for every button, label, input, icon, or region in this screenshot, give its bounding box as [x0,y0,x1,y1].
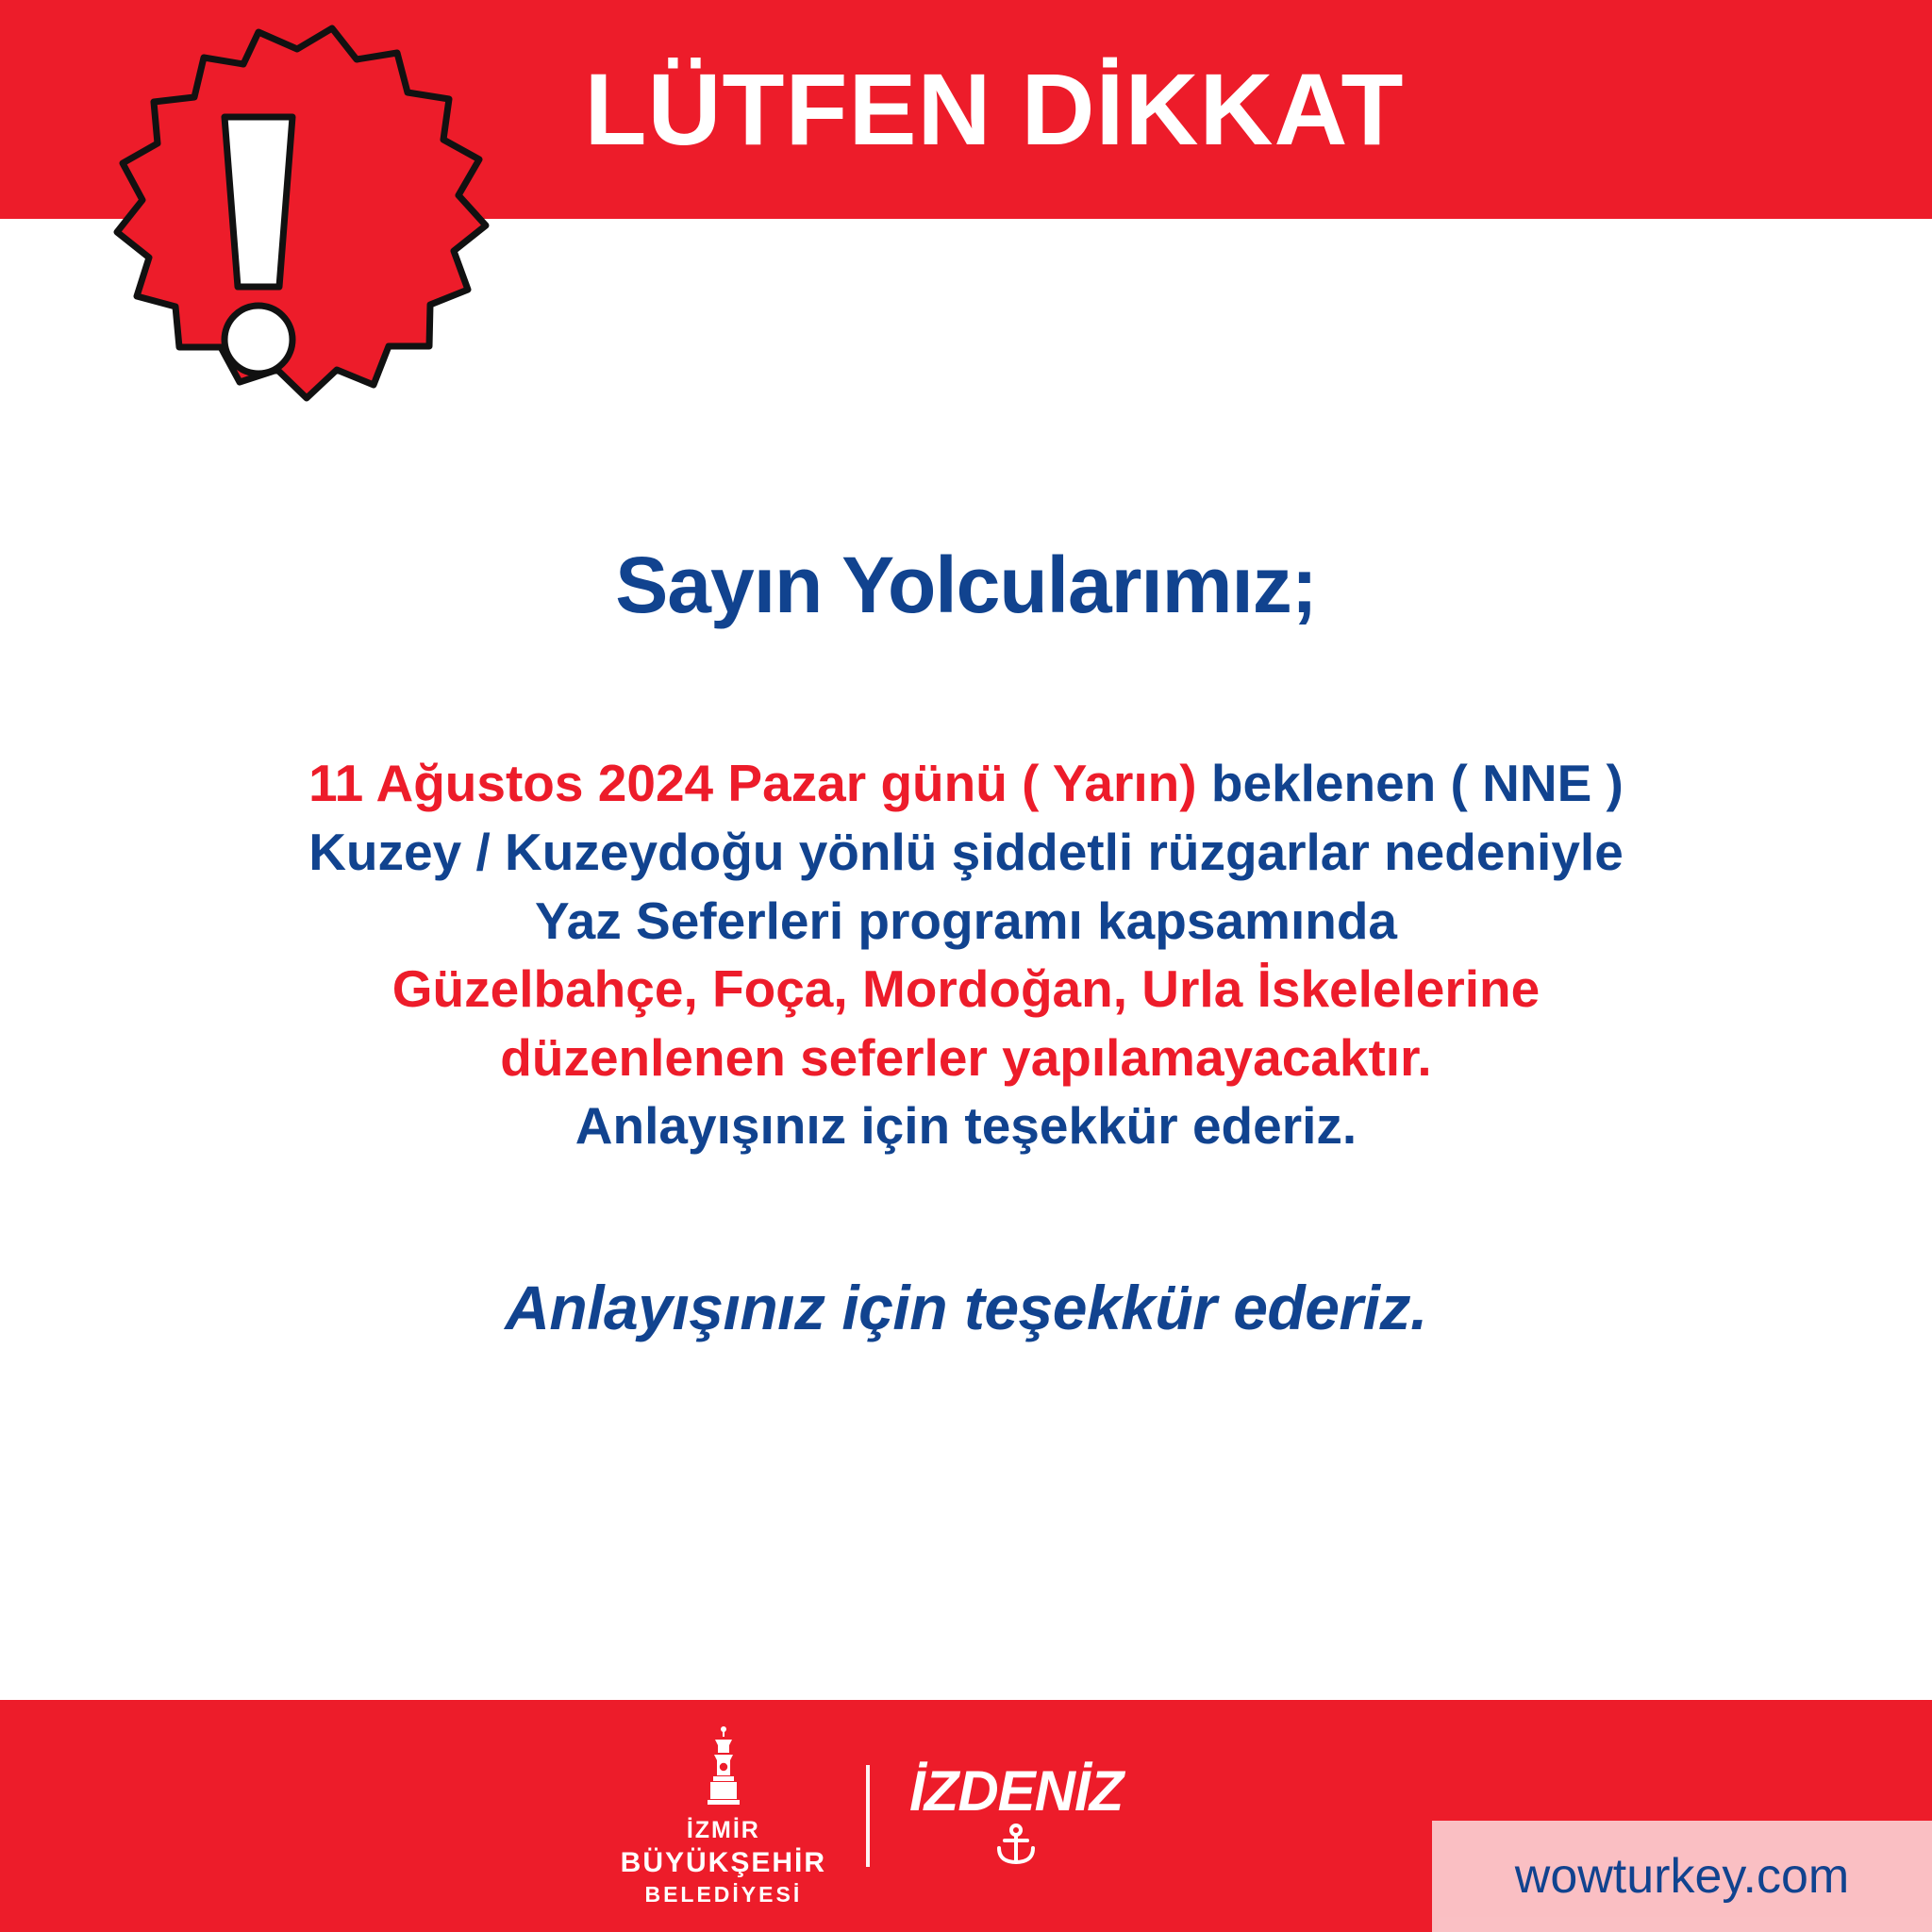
announcement-line-3: Yaz Seferleri programı kapsamında [535,891,1397,950]
announcement-body [0,219,1932,1700]
anchor-icon [991,1824,1041,1870]
municipality-line-3: BELEDİYESİ [644,1881,803,1907]
watermark [1432,1821,1932,1932]
footer-logos [621,1724,1124,1908]
watermark-text: wowturkey.com [1514,1849,1850,1904]
greeting-text: Sayın Yolcularımız; [615,541,1317,629]
izmir-municipality-logo [621,1724,826,1908]
announcement-line-6: Anlayışınız için teşekkür ederiz. [575,1096,1357,1156]
clock-tower-icon [702,1724,745,1810]
announcement-line-1-segment-1: 11 Ağustos 2024 Pazar günü ( Yarın) [308,754,1197,813]
announcement-line-1 [113,749,1819,818]
logo-divider [866,1765,870,1867]
page-title: LÜTFEN DİKKAT [584,52,1405,166]
municipality-line-1: İZMİR [686,1816,760,1843]
municipality-line-2: BÜYÜKŞEHİR [620,1847,827,1878]
announcement-line-1-segment-2: beklenen ( NNE ) [1196,754,1624,813]
announcement-paragraph [0,749,1932,1160]
announcement-line-5: düzenlenen seferler yapılamayacaktır. [500,1027,1432,1087]
izdeniz-wordmark: İZDENİZ [909,1758,1124,1823]
announcement-line-4: Güzelbahçe, Foça, Mordoğan, Urla İskelelerine [391,959,1541,1019]
closing-text: Anlayışınız için teşekkür ederiz. [505,1272,1427,1342]
izdeniz-logo [909,1758,1124,1870]
announcement-line-2: Kuzey / Kuzeydoğu yönlü şiddetli rüzgarlar nedeniyle [308,822,1624,881]
